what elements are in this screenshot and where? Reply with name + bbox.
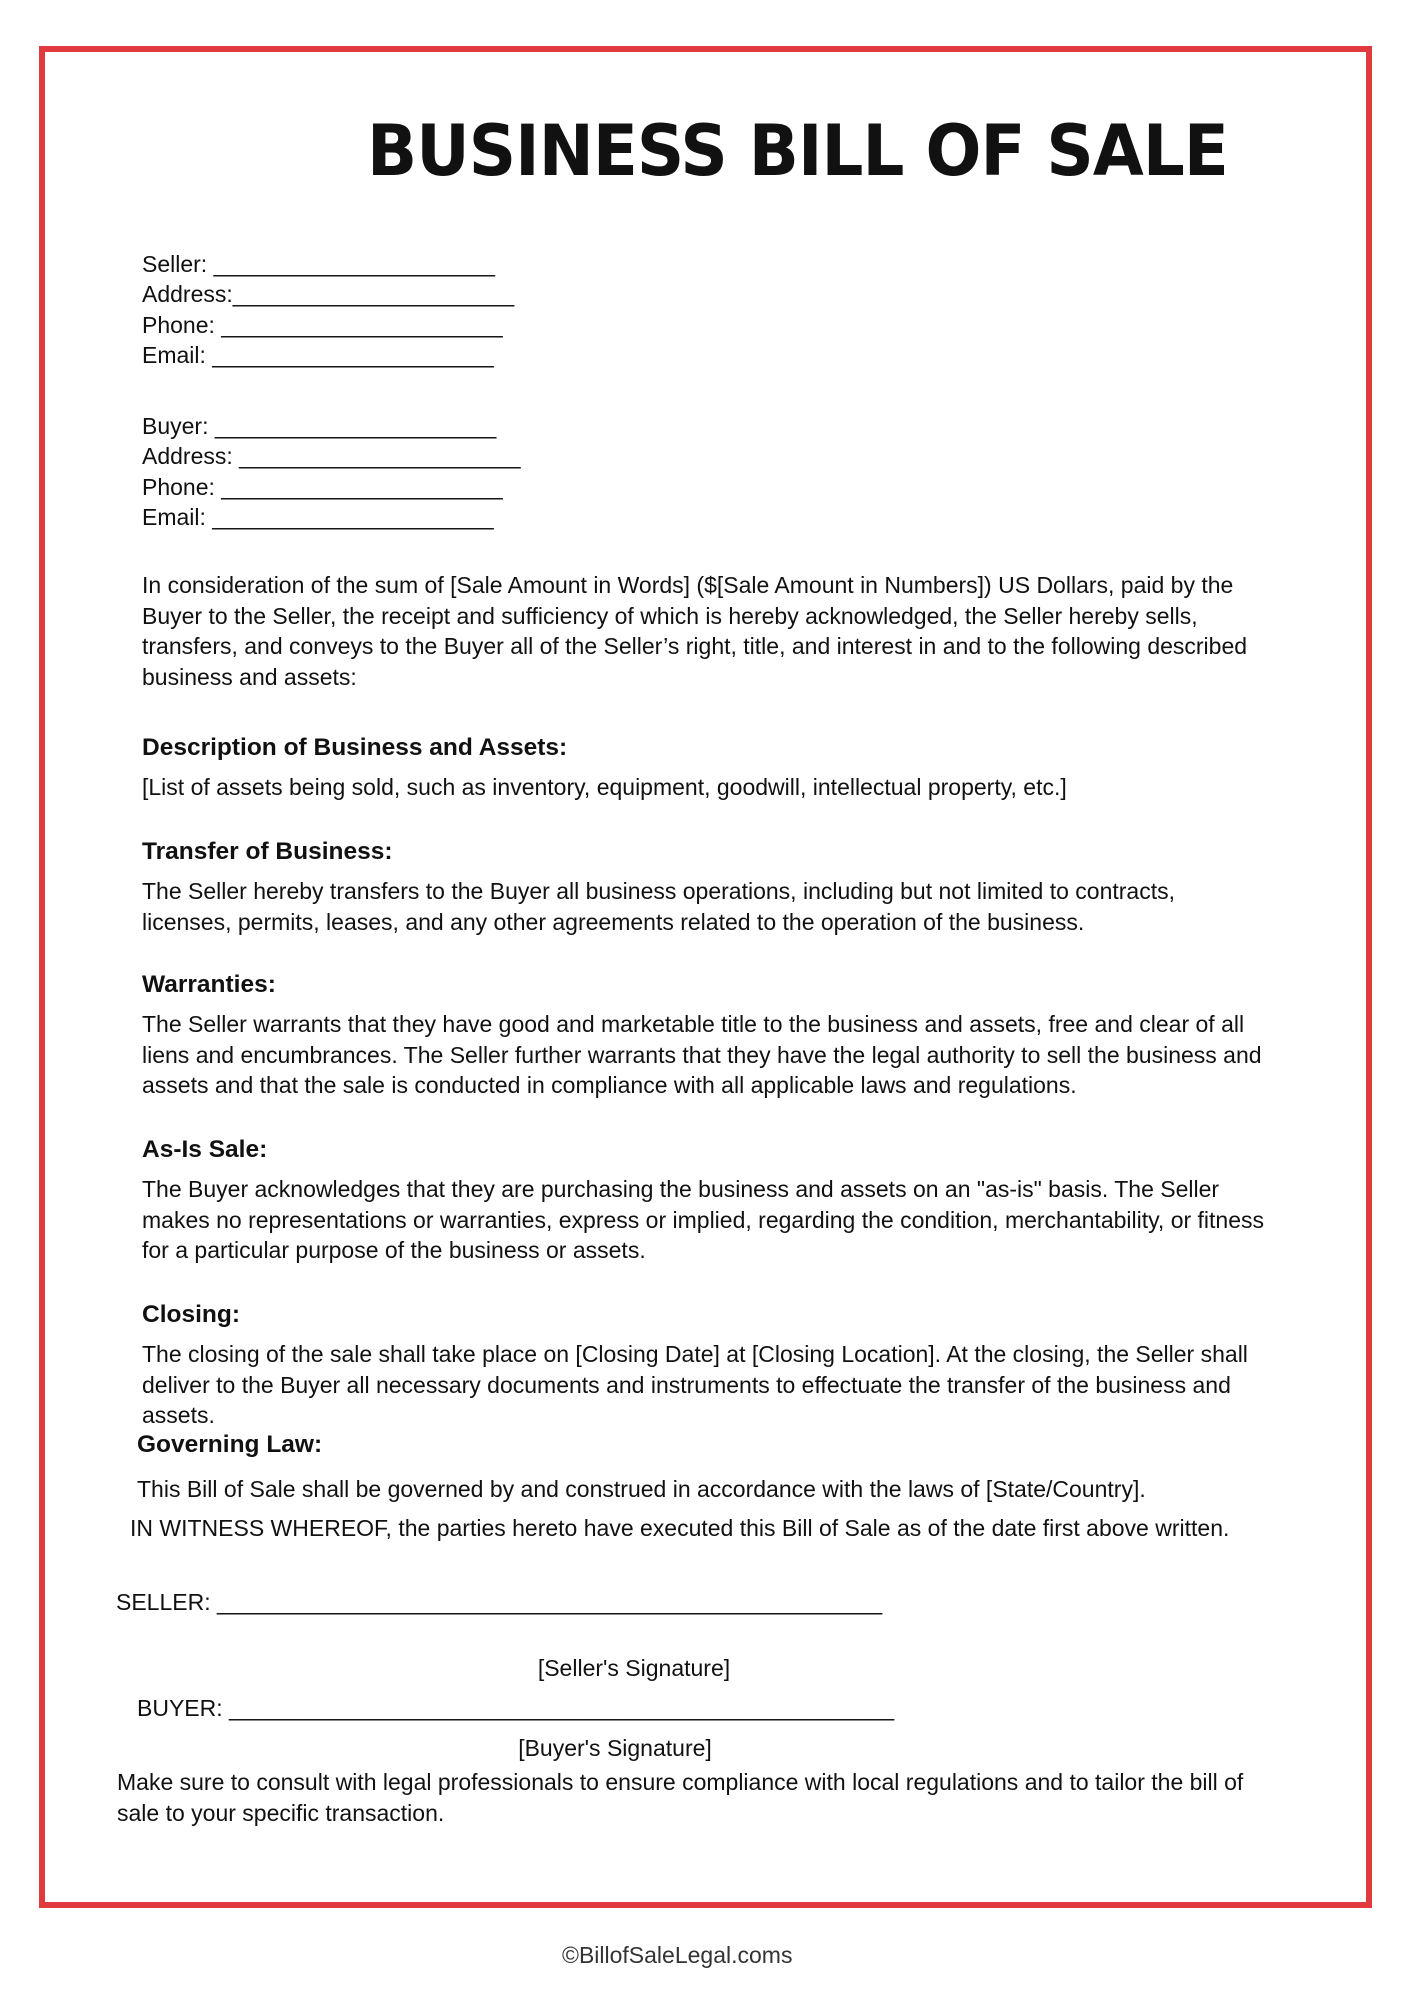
section-heading: Transfer of Business:: [142, 838, 393, 865]
section-heading: Governing Law:: [137, 1431, 323, 1458]
seller-name-field: Seller: ______________________: [142, 251, 495, 277]
section-body: This Bill of Sale shall be governed by and construed in accordance with the laws of [State/Country].: [137, 1476, 1146, 1502]
section-body: [List of assets being sold, such as inventory, equipment, goodwill, intellectual property, etc.]: [142, 774, 1067, 800]
seller-phone-field: Phone: ______________________: [142, 312, 503, 338]
buyer-address-field: Address: ______________________: [142, 443, 521, 469]
seller-signature-line: SELLER: ____________________________________________________: [116, 1589, 883, 1615]
buyer-phone-field: Phone: ______________________: [142, 474, 503, 500]
document-title: BUSINESS BILL OF SALE: [367, 110, 1228, 192]
witness-paragraph: IN WITNESS WHEREOF, the parties hereto have executed this Bill of Sale as of the date first above written.: [130, 1515, 1230, 1541]
section-heading: As-Is Sale:: [142, 1136, 268, 1163]
section-heading: Description of Business and Assets:: [142, 734, 568, 761]
buyer-email-field: Email: ______________________: [142, 504, 494, 530]
seller-address-field: Address:______________________: [142, 281, 515, 307]
section-heading: Closing:: [142, 1301, 240, 1328]
section-body: The Buyer acknowledges that they are purchasing the business and assets on an "as-is" basis. The Seller makes no representations or warranties, express or implied, regarding the condition, merchantability, or fitness for a particular purpose of the business or assets.: [142, 1176, 1265, 1263]
buyer-signature-line: BUYER: ____________________________________________________: [137, 1695, 895, 1721]
section-body: The closing of the sale shall take place on [Closing Date] at [Closing Location]. At the closing, the Seller shall deliver to the Buyer all necessary documents and instruments to effectuate the transfer of the business and assets.: [142, 1341, 1248, 1428]
consideration-paragraph: In consideration of the sum of [Sale Amount in Words] ($[Sale Amount in Numbers]) US Dollars, paid by the Buyer to the Seller, the receipt and sufficiency of which is hereby acknowledged, the Seller hereby sells, transfers, and conveys to the Buyer all of the Seller’s right, title, and interest in and to the following described business and assets:: [142, 572, 1248, 690]
compliance-note: Make sure to consult with legal professionals to ensure compliance with local regulations and to tailor the bill of sale to your specific transaction.: [117, 1769, 1244, 1826]
section-heading: Warranties:: [142, 971, 276, 998]
buyer-name-field: Buyer: ______________________: [142, 413, 497, 439]
buyer-signature-caption: [Buyer's Signature]: [518, 1735, 712, 1761]
section-body: The Seller hereby transfers to the Buyer all business operations, including but not limited to contracts, licenses, permits, leases, and any other agreements related to the operation of the business.: [142, 878, 1175, 935]
footer-copyright: ©BillofSaleLegal.coms: [562, 1942, 793, 1968]
section-body: The Seller warrants that they have good and marketable title to the business and assets, free and clear of all liens and encumbrances. The Seller further warrants that they have the legal authority to sell the business and assets and that the sale is conducted in compliance with all applicable laws and regulations.: [142, 1011, 1262, 1098]
seller-signature-caption: [Seller's Signature]: [537, 1655, 731, 1681]
seller-email-field: Email: ______________________: [142, 342, 494, 368]
